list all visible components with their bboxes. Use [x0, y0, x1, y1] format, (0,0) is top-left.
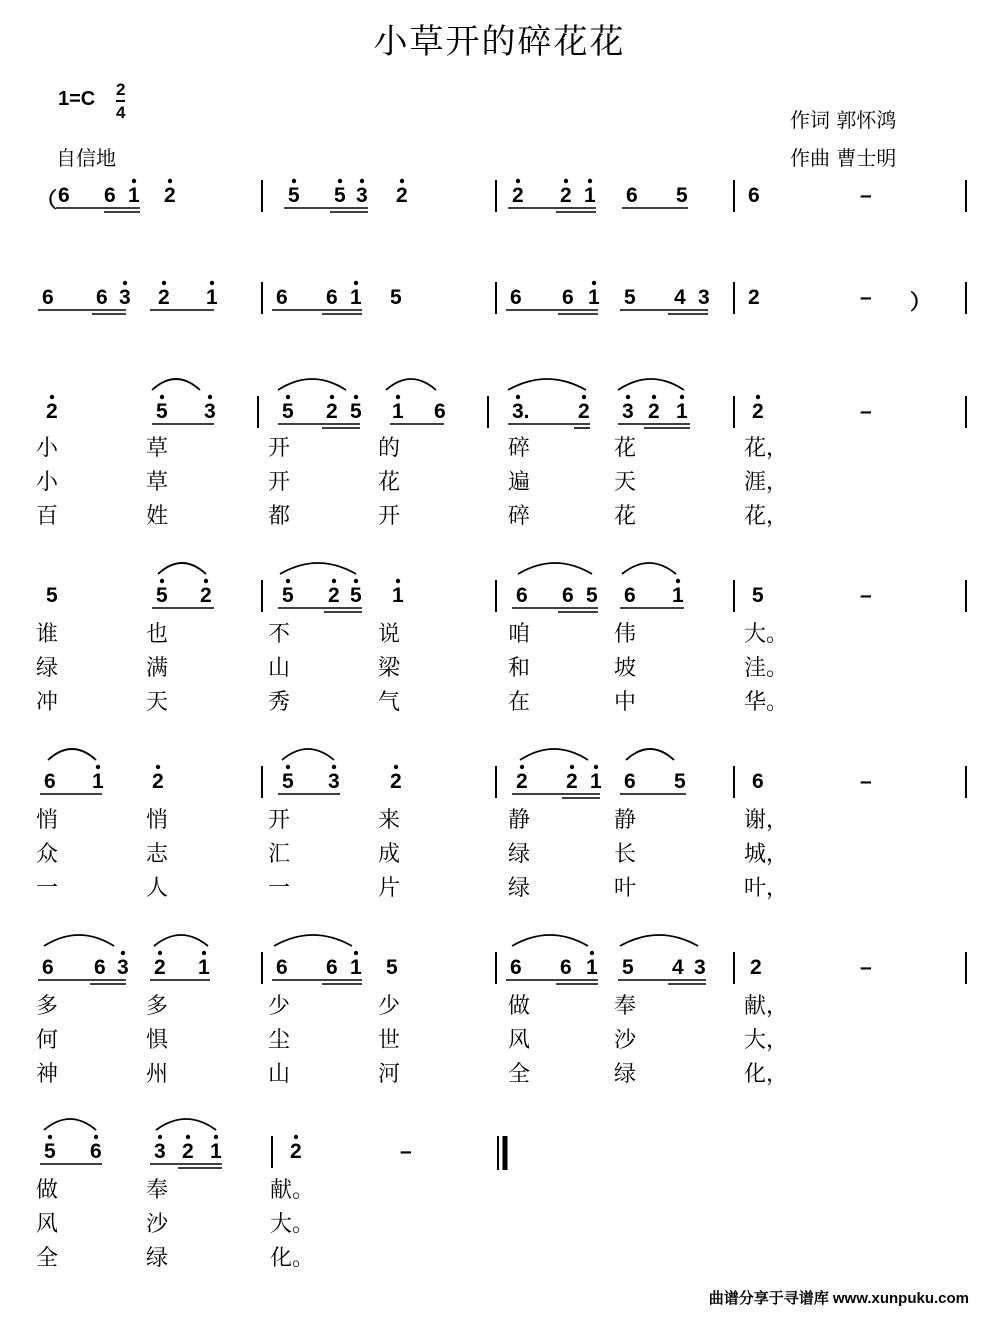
lyric-char: 汇	[268, 842, 291, 867]
octave-dot	[676, 579, 680, 583]
jianpu-note: 2	[516, 770, 528, 793]
octave-dot	[160, 395, 164, 399]
jianpu-note: 1	[672, 584, 684, 607]
jianpu-note: 3	[698, 286, 710, 309]
jianpu-note: 2	[390, 770, 402, 793]
jianpu-note: 1	[586, 956, 598, 979]
octave-dot	[680, 395, 684, 399]
lyric-char: 小	[36, 470, 59, 495]
jianpu-note: 1	[584, 184, 596, 207]
octave-dot	[354, 395, 358, 399]
jianpu-note: 6	[748, 184, 760, 207]
octave-dot	[94, 1135, 98, 1139]
lyric-char: 草	[146, 436, 169, 461]
lyric-char: 成	[378, 842, 401, 867]
octave-dot	[756, 395, 760, 399]
jianpu-note: 2	[164, 184, 176, 207]
jianpu-note: 2	[512, 184, 524, 207]
lyric-char: 做	[36, 1178, 59, 1203]
jianpu-note: 5	[156, 584, 168, 607]
lyric-char: 多	[36, 994, 59, 1019]
composer-credit: 作曲 曹士明	[790, 146, 897, 170]
octave-dot	[202, 951, 206, 955]
jianpu-note: 5	[676, 184, 688, 207]
lyric-char: 开	[268, 808, 291, 833]
octave-dot	[292, 179, 296, 183]
octave-dot	[50, 395, 54, 399]
octave-dot	[186, 1135, 190, 1139]
jianpu-note: （	[36, 189, 57, 212]
lyric-char: 开	[268, 470, 291, 495]
octave-dot	[354, 281, 358, 285]
octave-dot	[592, 281, 596, 285]
slur	[44, 1119, 96, 1130]
lyric-char: 开	[378, 504, 401, 529]
jianpu-note: 6	[326, 286, 338, 309]
slur	[386, 379, 436, 390]
lyric-char: 山	[268, 1062, 291, 1087]
jianpu-note: 5	[282, 584, 294, 607]
lyric-char: 开	[268, 436, 291, 461]
lyric-char: 尘	[268, 1028, 291, 1053]
octave-dot	[158, 1135, 162, 1139]
slur	[282, 749, 334, 760]
lyric-char: 一	[36, 876, 59, 901]
lyric-char: 沙	[146, 1212, 169, 1237]
octave-dot	[160, 579, 164, 583]
octave-dot	[354, 579, 358, 583]
lyric-char: 片	[378, 876, 401, 901]
lyric-char: 气	[378, 690, 401, 715]
jianpu-note: 6	[560, 956, 572, 979]
lyric-char: 姓	[146, 504, 169, 529]
lyric-char: 做	[508, 994, 531, 1019]
lyric-char: 河	[378, 1062, 401, 1087]
lyric-char: 化。	[270, 1246, 315, 1271]
lyric-char: 一	[268, 876, 291, 901]
slur	[520, 749, 588, 760]
jianpu-note: 6	[96, 286, 108, 309]
octave-dot	[286, 579, 290, 583]
slur	[620, 935, 698, 946]
lyric-char: 天	[146, 690, 169, 715]
lyric-char: 遍	[508, 470, 531, 495]
jianpu-note: 6	[510, 956, 522, 979]
lyric-char: 也	[146, 622, 169, 647]
lyric-char: 草	[146, 470, 169, 495]
lyric-char: 全	[36, 1246, 59, 1271]
jianpu-note: –	[860, 400, 872, 423]
jianpu-note: 2	[182, 1140, 194, 1163]
octave-dot	[516, 179, 520, 183]
lyric-char: 坡	[614, 656, 637, 681]
octave-dot	[354, 951, 358, 955]
lyric-char: 山	[268, 656, 291, 681]
lyric-char: 何	[36, 1028, 59, 1053]
jianpu-note: 6	[326, 956, 338, 979]
jianpu-note: 4	[674, 286, 686, 309]
jianpu-note: 1	[92, 770, 104, 793]
jianpu-note: 3	[328, 770, 340, 793]
jianpu-note: 6	[104, 184, 116, 207]
lyric-char: 风	[36, 1212, 59, 1237]
jianpu-note: 6	[44, 770, 56, 793]
jianpu-note: 1	[198, 956, 210, 979]
slur	[158, 563, 206, 574]
jianpu-note: 1	[588, 286, 600, 309]
octave-dot	[652, 395, 656, 399]
lyric-char: 长	[614, 842, 637, 867]
lyric-char: 满	[146, 656, 169, 681]
lyric-char: 悄	[146, 808, 169, 833]
lyricist-credit: 作词 郭怀鸿	[790, 108, 897, 132]
lyric-char: 绿	[614, 1062, 637, 1087]
lyric-char: 奉	[614, 994, 637, 1019]
octave-dot	[162, 281, 166, 285]
lyric-char: 说	[378, 622, 401, 647]
jianpu-note: 6	[624, 584, 636, 607]
lyric-char: 绿	[36, 656, 59, 681]
jianpu-note: 6	[276, 956, 288, 979]
octave-dot	[516, 395, 520, 399]
slur	[274, 935, 352, 946]
jianpu-note: 3	[204, 400, 216, 423]
jianpu-note: 3	[694, 956, 706, 979]
lyric-char: 咱	[508, 622, 531, 647]
jianpu-note: 5	[334, 184, 346, 207]
lyric-char: 少	[378, 994, 401, 1019]
jianpu-note: 5	[752, 584, 764, 607]
jianpu-note: 5	[156, 400, 168, 423]
lyric-char: 花，	[744, 504, 789, 529]
lyric-char: 来	[378, 808, 401, 833]
lyric-char: 少	[268, 994, 291, 1019]
jianpu-note: 2	[328, 584, 340, 607]
lyric-char: 花	[378, 470, 401, 495]
footer-watermark: 曲谱分享于寻谱库 www.xunpuku.com	[708, 1290, 969, 1307]
lyric-char: 全	[508, 1062, 531, 1087]
jianpu-note: 1	[350, 956, 362, 979]
jianpu-note: 2	[158, 286, 170, 309]
jianpu-note: 6	[58, 184, 70, 207]
jianpu-note: –	[400, 1140, 412, 1163]
lyric-char: 华。	[744, 690, 789, 715]
lyric-char: 碎	[508, 436, 531, 461]
octave-dot	[286, 765, 290, 769]
lyric-char: 伟	[614, 622, 637, 647]
jianpu-note: 1	[350, 286, 362, 309]
jianpu-note: 1	[210, 1140, 222, 1163]
slur	[512, 935, 588, 946]
jianpu-note: 5	[46, 584, 58, 607]
slur	[508, 379, 586, 390]
jianpu-note: 1	[676, 400, 688, 423]
slur	[518, 563, 592, 574]
octave-dot	[332, 579, 336, 583]
octave-dot	[582, 395, 586, 399]
lyric-char: 在	[508, 690, 531, 715]
jianpu-note: 5	[390, 286, 402, 309]
jianpu-note: 6	[516, 584, 528, 607]
jianpu-note: 1	[392, 400, 404, 423]
jianpu-note: 5	[282, 770, 294, 793]
lyric-char: 谢，	[744, 808, 789, 833]
lyric-char: 小	[36, 436, 59, 461]
octave-dot	[564, 179, 568, 183]
octave-dot	[330, 395, 334, 399]
song-title: 小草开的碎花花	[373, 22, 626, 62]
lyric-char: 悄	[36, 808, 59, 833]
jianpu-note: 2	[752, 400, 764, 423]
slur	[152, 379, 200, 390]
jianpu-note: 2	[326, 400, 338, 423]
lyric-char: 静	[508, 808, 531, 833]
lyric-char: 百	[36, 504, 59, 529]
jianpu-note: 6	[276, 286, 288, 309]
slur	[626, 749, 674, 760]
octave-dot	[123, 281, 127, 285]
octave-dot	[208, 395, 212, 399]
jianpu-note: 5	[288, 184, 300, 207]
octave-dot	[48, 1135, 52, 1139]
octave-dot	[360, 179, 364, 183]
slur	[48, 749, 96, 760]
jianpu-note: 3	[622, 400, 634, 423]
lyric-char: 静	[614, 808, 637, 833]
lyric-char: 惧	[146, 1028, 169, 1053]
slur	[618, 379, 684, 390]
jianpu-note: 6	[626, 184, 638, 207]
lyric-char: 中	[614, 690, 637, 715]
jianpu-note: 4	[672, 956, 684, 979]
jianpu-note: 6	[624, 770, 636, 793]
jianpu-note: 5	[44, 1140, 56, 1163]
time-signature-top: 2	[116, 80, 126, 99]
jianpu-note: 2	[46, 400, 58, 423]
key-signature: 1=C	[58, 88, 96, 110]
lyric-char: 绿	[508, 876, 531, 901]
octave-dot	[158, 951, 162, 955]
lyric-char: 谁	[36, 622, 59, 647]
octave-dot	[396, 395, 400, 399]
lyric-char: 奉	[146, 1178, 169, 1203]
jianpu-note: 3	[154, 1140, 166, 1163]
jianpu-note: 6	[434, 400, 446, 423]
lyric-char: 大，	[744, 1028, 789, 1053]
jianpu-note: 2	[560, 184, 572, 207]
jianpu-note: –	[860, 286, 872, 309]
octave-dot	[132, 179, 136, 183]
lyric-char: 志	[146, 842, 169, 867]
octave-dot	[214, 1135, 218, 1139]
octave-dot	[594, 765, 598, 769]
jianpu-note: 3	[119, 286, 131, 309]
lyric-char: 和	[508, 656, 531, 681]
lyric-char: 献。	[270, 1178, 315, 1203]
lyric-char: 花，	[744, 436, 789, 461]
slur	[44, 935, 114, 946]
tempo-marking: 自信地	[56, 146, 116, 170]
lyric-char: 城，	[744, 842, 789, 867]
jianpu-note: 5	[622, 956, 634, 979]
lyric-char: 神	[36, 1062, 59, 1087]
lyric-char: 化，	[744, 1062, 789, 1087]
lyric-char: 大。	[270, 1212, 315, 1237]
jianpu-note: 2	[566, 770, 578, 793]
octave-dot	[394, 765, 398, 769]
jianpu-note: 1	[392, 584, 404, 607]
octave-dot	[204, 579, 208, 583]
octave-dot	[396, 579, 400, 583]
lyric-char: 沙	[614, 1028, 637, 1053]
jianpu-note: 1	[128, 184, 140, 207]
lyric-char: 绿	[146, 1246, 169, 1271]
jianpu-note: 3.	[512, 400, 530, 423]
lyric-char: 大。	[744, 622, 789, 647]
jianpu-note: 2	[154, 956, 166, 979]
octave-dot	[286, 395, 290, 399]
lyric-char: 世	[378, 1028, 401, 1053]
octave-dot	[168, 179, 172, 183]
time-signature-bottom: 4	[116, 103, 126, 122]
slur	[622, 563, 676, 574]
jianpu-note: 1	[206, 286, 218, 309]
jianpu-note: 2	[648, 400, 660, 423]
lyric-char: 冲	[36, 690, 59, 715]
lyric-char: 都	[268, 504, 291, 529]
lyric-char: 不	[268, 622, 291, 647]
lyric-char: 叶	[614, 876, 637, 901]
lyric-char: 涯，	[744, 470, 789, 495]
octave-dot	[590, 951, 594, 955]
octave-dot	[570, 765, 574, 769]
lyric-char: 花	[614, 504, 637, 529]
lyric-char: 碎	[508, 504, 531, 529]
jianpu-note: 2	[290, 1140, 302, 1163]
slur	[154, 935, 208, 946]
jianpu-note: 6	[510, 286, 522, 309]
octave-dot	[520, 765, 524, 769]
lyric-char: 绿	[508, 842, 531, 867]
octave-dot	[210, 281, 214, 285]
slur	[278, 379, 346, 390]
octave-dot	[400, 179, 404, 183]
lyric-char: 的	[378, 436, 401, 461]
jianpu-note: 6	[562, 584, 574, 607]
octave-dot	[626, 395, 630, 399]
octave-dot	[121, 951, 125, 955]
jianpu-note: 5	[586, 584, 598, 607]
lyric-char: 花	[614, 436, 637, 461]
octave-dot	[156, 765, 160, 769]
octave-dot	[294, 1135, 298, 1139]
octave-dot	[338, 179, 342, 183]
jianpu-note: 2	[200, 584, 212, 607]
jianpu-note: 2	[748, 286, 760, 309]
jianpu-note: 5	[386, 956, 398, 979]
jianpu-note: 6	[42, 286, 54, 309]
jianpu-note: 6	[94, 956, 106, 979]
jianpu-note: ）	[910, 291, 931, 314]
slur	[156, 1119, 216, 1130]
octave-dot	[332, 765, 336, 769]
jianpu-note: 6	[90, 1140, 102, 1163]
jianpu-note: 5	[350, 400, 362, 423]
jianpu-note: 3	[117, 956, 129, 979]
jianpu-note: –	[860, 956, 872, 979]
jianpu-note: –	[860, 584, 872, 607]
lyric-char: 叶，	[744, 876, 789, 901]
jianpu-note: 6	[752, 770, 764, 793]
lyric-char: 秀	[268, 690, 291, 715]
lyric-char: 梁	[378, 656, 401, 681]
lyric-char: 州	[146, 1062, 169, 1087]
jianpu-note: 1	[590, 770, 602, 793]
lyric-char: 多	[146, 994, 169, 1019]
jianpu-note: 5	[674, 770, 686, 793]
lyric-char: 洼。	[744, 656, 789, 681]
jianpu-note: 5	[282, 400, 294, 423]
jianpu-note: 2	[152, 770, 164, 793]
jianpu-note: 3	[356, 184, 368, 207]
lyric-char: 献，	[744, 994, 789, 1019]
jianpu-note: 6	[562, 286, 574, 309]
lyric-char: 天	[614, 470, 637, 495]
jianpu-note: 2	[396, 184, 408, 207]
jianpu-note: 2	[578, 400, 590, 423]
jianpu-note: –	[860, 184, 872, 207]
jianpu-note: –	[860, 770, 872, 793]
octave-dot	[96, 765, 100, 769]
slur	[280, 563, 356, 574]
jianpu-note: 5	[624, 286, 636, 309]
octave-dot	[588, 179, 592, 183]
lyric-char: 众	[36, 842, 59, 867]
jianpu-note: 2	[750, 956, 762, 979]
lyric-char: 风	[508, 1028, 531, 1053]
jianpu-note: 6	[42, 956, 54, 979]
lyric-char: 人	[146, 876, 169, 901]
jianpu-note: 5	[350, 584, 362, 607]
